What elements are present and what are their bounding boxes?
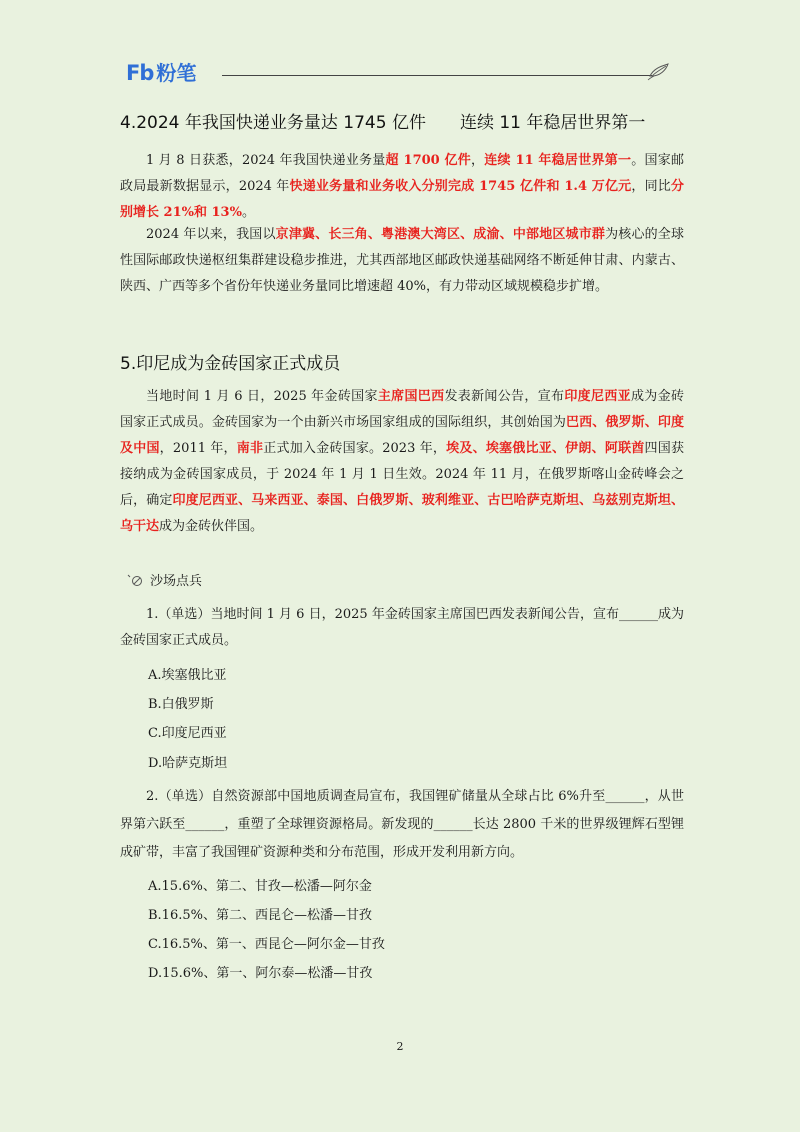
q2-option-c[interactable]: C.16.5%、第一、西昆仑—阿尔金—甘孜 bbox=[148, 937, 385, 952]
text-run: 1 月 8 日获悉，2024 年我国快递业务量 bbox=[146, 153, 386, 168]
text-run: 成为金砖国家正式成员。金砖国家为一个由新兴市场国家组成的国际组织，其创始国为 bbox=[120, 389, 684, 430]
logo-text: 粉笔 bbox=[156, 61, 197, 85]
quiz-heading bbox=[126, 570, 202, 589]
highlighted-text: 埃及、埃塞俄比亚、伊朗、阿联酋 bbox=[446, 441, 645, 456]
section4-paragraph-1 bbox=[120, 148, 684, 226]
text-run: 为核心的全球性国际邮政快递枢纽集群建设稳步推进，尤其西部地区邮政快递基础网络不断延伸甘肃、内蒙古、陕西、广西等多个省份年快递业务量同比增速超 40%，有力带动区域规模稳步扩增。 bbox=[120, 227, 684, 294]
q2-option-d[interactable]: D.15.6%、第一、阿尔泰—松潘—甘孜 bbox=[148, 966, 373, 981]
pen-icon bbox=[126, 573, 144, 587]
text-run: ，同比 bbox=[631, 179, 671, 194]
highlighted-text: 南非 bbox=[236, 441, 264, 456]
highlighted-text: 连续 11 年稳居世界第一 bbox=[484, 153, 632, 168]
highlighted-text: 印度尼西亚 bbox=[564, 389, 631, 404]
leaf-icon bbox=[646, 60, 672, 84]
text-run: 。国家邮政局最新数据显示，2024 年 bbox=[120, 153, 684, 194]
q1-option-d[interactable]: D.哈萨克斯坦 bbox=[148, 756, 228, 771]
logo-mark: Fb bbox=[126, 61, 154, 85]
highlighted-text: 巴西、俄罗斯、印度及中国 bbox=[120, 415, 684, 456]
page-number: 2 bbox=[396, 1040, 404, 1053]
text-run: ， bbox=[471, 153, 485, 168]
text-run: ，2011 年， bbox=[159, 441, 237, 456]
text-run: 发表新闻公告，宣布 bbox=[444, 389, 565, 404]
page-header bbox=[126, 58, 674, 90]
highlighted-text: 印度尼西亚、马来西亚、泰国、白俄罗斯、玻利维亚、古巴哈萨克斯坦、乌兹别克斯坦、乌干达 bbox=[120, 493, 684, 534]
text-run: 。 bbox=[241, 205, 255, 220]
section4-paragraph-2 bbox=[120, 222, 684, 300]
q1-option-a[interactable]: A.埃塞俄比亚 bbox=[148, 668, 227, 683]
fenbi-logo bbox=[126, 62, 196, 84]
q1-option-c[interactable]: C.印度尼西亚 bbox=[148, 726, 227, 741]
q2-option-b[interactable]: B.16.5%、第二、西昆仑—松潘—甘孜 bbox=[148, 908, 372, 923]
section5-paragraph-1 bbox=[120, 384, 684, 540]
section4-title: 4.2024 年我国快递业务量达 1745 亿件 连续 11 年稳居世界第一 bbox=[120, 113, 646, 133]
q2-option-a[interactable]: A.15.6%、第二、甘孜—松潘—阿尔金 bbox=[148, 879, 372, 894]
header-divider bbox=[222, 75, 652, 76]
highlighted-text: 京津冀、长三角、粤港澳大湾区、成渝、中部地区城市群 bbox=[275, 227, 606, 242]
quiz-title: 沙场点兵 bbox=[150, 574, 203, 589]
highlighted-text: 分别增长 21%和 13% bbox=[120, 179, 684, 220]
highlighted-text: 快递业务量和业务收入分别完成 1745 亿件和 1.4 万亿元 bbox=[289, 179, 632, 194]
highlighted-text: 主席国巴西 bbox=[377, 389, 445, 404]
question-1: 1.（单选）当地时间 1 月 6 日，2025 年金砖国家主席国巴西发表新闻公告，宣布______成为金砖国家正式成员。 bbox=[120, 607, 684, 648]
section5-title: 5.印尼成为金砖国家正式成员 bbox=[120, 354, 341, 374]
highlighted-text: 超 1700 亿件 bbox=[385, 153, 471, 168]
text-run: 2024 年以来，我国以 bbox=[146, 227, 276, 242]
question-2: 2.（单选）自然资源部中国地质调查局宣布，我国锂矿储量从全球占比 6%升至______，从世界第六跃至______，重塑了全球锂资源格局。新发现的______长达 2800 千米的世界级锂辉石型锂成矿带，丰富了我国锂矿资源种类和分布范围，形成开发利用新方向。 bbox=[120, 789, 684, 860]
text-run: 当地时间 1 月 6 日，2025 年金砖国家 bbox=[146, 389, 378, 404]
text-run: 正式加入金砖国家。2023 年， bbox=[263, 441, 447, 456]
text-run: 四国获接纳成为金砖国家成员，于 2024 年 1 月 1 日生效。2024 年 11 月，在俄罗斯喀山金砖峰会之后，确定 bbox=[120, 441, 684, 508]
q1-option-b[interactable]: B.白俄罗斯 bbox=[148, 697, 214, 712]
text-run: 成为金砖伙伴国。 bbox=[159, 519, 264, 534]
